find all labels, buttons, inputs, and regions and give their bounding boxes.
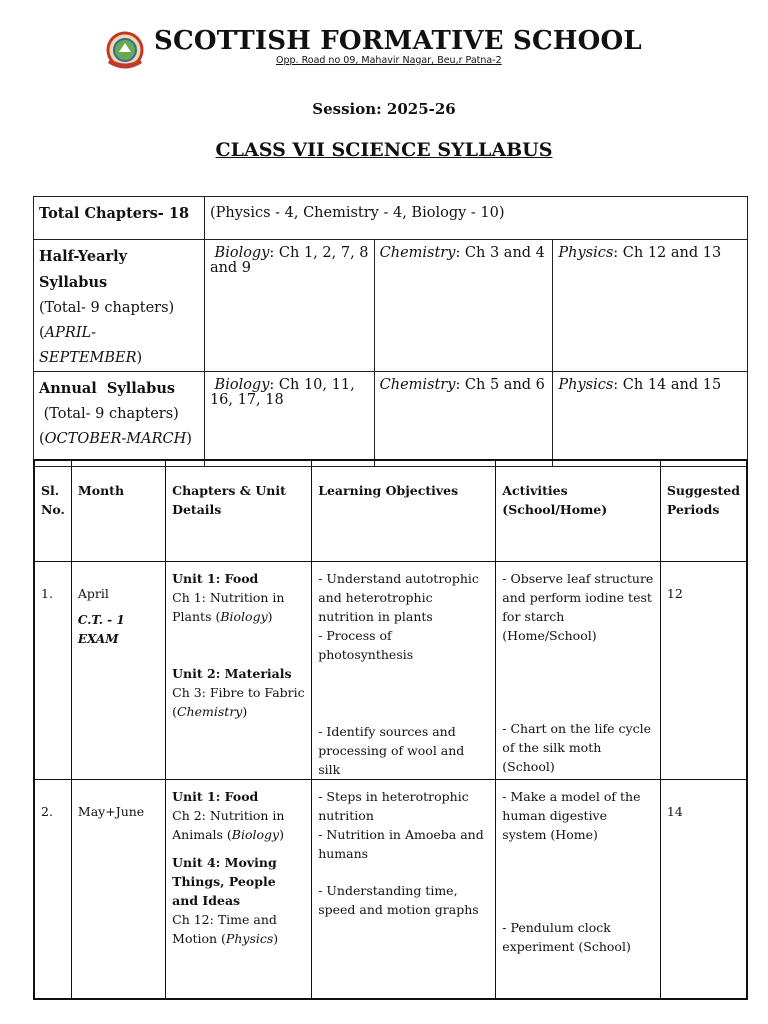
table-row [34, 780, 747, 1000]
table-row [34, 562, 747, 780]
total-chapters-breakdown: (Physics - 4, Chemistry - 4, Biology - 10) [204, 197, 747, 240]
annual-total: (Total- 9 chapters) [39, 406, 179, 422]
school-header [0, 28, 768, 78]
header-month: Month [71, 460, 165, 562]
row-sl: 2. [34, 780, 71, 1000]
half-yearly-chemistry: Chemistry: Ch 3 and 4 [374, 240, 553, 372]
row-objectives: - Understand autotrophic and heterotrophic nutrition in plants - Process of photosynthesis - Identify sources and processing of wool and silk [312, 562, 496, 780]
page-title: CLASS VII SCIENCE SYLLABUS [215, 139, 553, 161]
school-address: Opp. Road no 09, Mahavir Nagar, Beu,r Patna-2 [276, 55, 502, 66]
half-yearly-physics: Physics: Ch 12 and 13 [553, 240, 748, 372]
header-chapters: Chapters & Unit Details [166, 460, 312, 562]
half-yearly-biology: Biology: Ch 1, 2, 7, 8 and 9 [204, 240, 374, 372]
annual-cell: Annual Syllabus (Total- 9 chapters) (OCTOBER-MARCH) [34, 372, 205, 467]
row-periods: 14 [660, 780, 747, 1000]
table-row [34, 240, 748, 372]
table-row [34, 197, 748, 240]
row-month: May+June [71, 780, 165, 1000]
total-chapters-label: Total Chapters- 18 [34, 197, 205, 240]
header-sl: Sl. No. [34, 460, 71, 562]
half-yearly-cell: Half-Yearly Syllabus (Total- 9 chapters) (APRIL-SEPTEMBER) [34, 240, 205, 372]
half-yearly-total: (Total- 9 chapters) [39, 300, 175, 316]
exam-label: C.T. - 1 EXAM [77, 613, 125, 646]
annual-physics: Physics: Ch 14 and 15 [553, 372, 748, 467]
row-month: April C.T. - 1 EXAM [71, 562, 165, 780]
half-yearly-label: Half-Yearly Syllabus [39, 248, 128, 291]
annual-chemistry: Chemistry: Ch 5 and 6 [374, 372, 553, 467]
school-crest-icon [104, 30, 146, 74]
header-activities: Activities (School/Home) [496, 460, 661, 562]
annual-biology: Biology: Ch 10, 11, 16, 17, 18 [204, 372, 374, 467]
row-periods: 12 [660, 562, 747, 780]
monthly-plan-table [33, 459, 748, 1000]
row-chapters: Unit 1: Food Ch 1: Nutrition in Plants (Biology) Unit 2: Materials Ch 3: Fibre to Fabric (Chemistry) [166, 562, 312, 780]
school-name: SCOTTISH FORMATIVE SCHOOL [154, 26, 642, 56]
row-objectives: - Steps in heterotrophic nutrition - Nutrition in Amoeba and humans - Understanding time, speed and motion graphs [312, 780, 496, 1000]
row-activities: - Observe leaf structure and perform iodine test for starch (Home/School) - Chart on the life cycle of the silk moth (School) [496, 562, 661, 780]
table-row [34, 372, 748, 467]
row-activities: - Make a model of the human digestive system (Home) - Pendulum clock experiment (School) [496, 780, 661, 1000]
row-sl: 1. [34, 562, 71, 780]
syllabus-summary-table [33, 196, 748, 467]
row-chapters: Unit 1: Food Ch 2: Nutrition in Animals (Biology) Unit 4: Moving Things, People and Ideas Ch 12: Time and Motion (Physics) [166, 780, 312, 1000]
annual-label: Annual Syllabus [39, 380, 176, 397]
annual-months: OCTOBER-MARCH [44, 431, 187, 447]
header-periods: Suggested Periods [660, 460, 747, 562]
header-objectives: Learning Objectives [312, 460, 496, 562]
half-yearly-months: APRIL-SEPTEMBER [39, 325, 137, 366]
session-label: Session: 2025-26 [312, 100, 456, 118]
table-header-row [34, 460, 747, 562]
